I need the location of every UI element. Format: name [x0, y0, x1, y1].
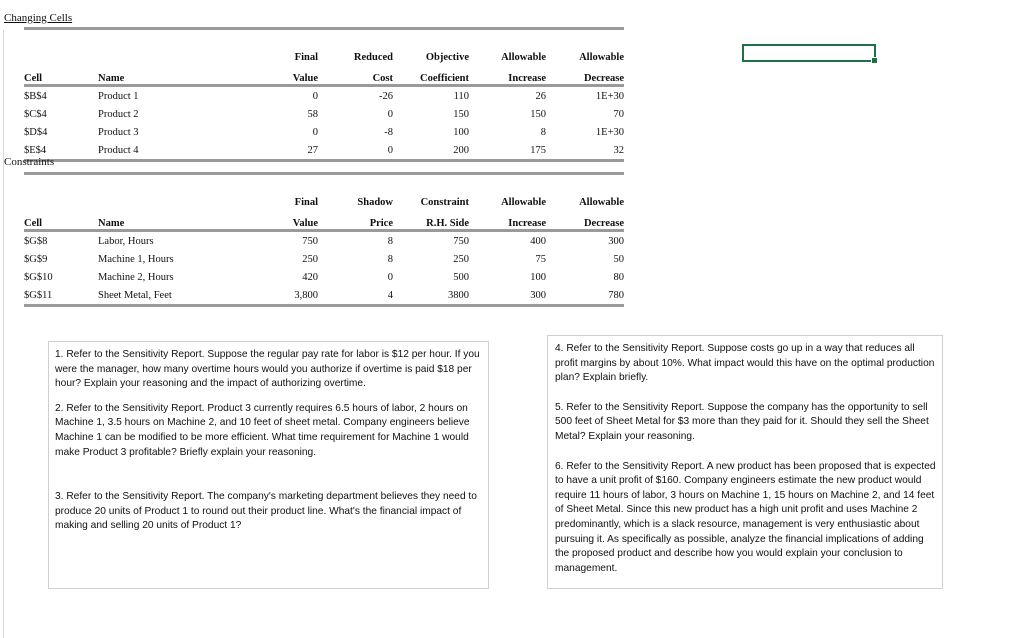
question-4: 4. Refer to the Sensitivity Report. Suppose costs go up in a way that reduces all profit margins by about 10%. What impact would this have on the optimal production plan? Explain briefly. — [555, 343, 935, 384]
header-increase: Increase — [469, 66, 546, 86]
final-value: 3,800 — [194, 286, 318, 306]
header-final: Final — [294, 51, 318, 63]
reduced-cost: -8 — [384, 126, 393, 138]
table-row — [24, 105, 624, 123]
cell-name: Labor, Hours — [98, 235, 154, 247]
changing-cells-title: Changing Cells — [4, 12, 73, 24]
constraint-rhs: 750 — [453, 235, 469, 247]
reduced-cost: 0 — [318, 141, 393, 161]
header-increase: Increase — [469, 211, 546, 231]
header-cost: Cost — [318, 66, 393, 86]
cell-name: Sheet Metal, Feet — [74, 286, 194, 306]
header-value: Value — [194, 66, 318, 86]
sheet-left-edge — [3, 30, 4, 638]
cell-ref: $E$4 — [24, 141, 74, 161]
allowable-decrease: 780 — [546, 286, 624, 306]
allowable-decrease: 50 — [613, 253, 624, 265]
constraints-title: Constraints — [4, 156, 55, 168]
constraint-rhs: 250 — [453, 253, 469, 265]
header-price: Price — [318, 211, 393, 231]
table-row — [24, 286, 624, 306]
header-rh-side: R.H. Side — [393, 211, 469, 231]
final-value: 750 — [302, 235, 318, 247]
allowable-increase: 300 — [469, 286, 546, 306]
allowable-increase: 75 — [535, 253, 546, 265]
header-name: Name — [74, 211, 194, 231]
objective-coefficient: 150 — [453, 108, 469, 120]
final-value: 250 — [302, 253, 318, 265]
cell-name: Machine 2, Hours — [98, 271, 174, 283]
fill-handle[interactable] — [871, 57, 878, 64]
allowable-increase: 26 — [535, 90, 546, 102]
cell-name: Machine 1, Hours — [98, 253, 174, 265]
question-2: 2. Refer to the Sensitivity Report. Product 3 currently requires 6.5 hours of labor, 2 hours on Machine 1, 3.5 hours on Machine 2, and 10 feet of sheet metal. Company engineers believe Machine 1 can be modified to be more efficient. What time requirement for Machine 1 would make Product 3 profitable? Briefly explain your reasoning. — [55, 402, 470, 458]
allowable-decrease: 80 — [613, 271, 624, 283]
cell-ref: $G$10 — [24, 271, 53, 283]
question-3: 3. Refer to the Sensitivity Report. The company's marketing department believes they need to produce 20 units of Product 1 to round out their product line. What's the financial impact of making and selling 20 units of Product 1? — [55, 491, 477, 532]
cell-ref: $G$11 — [24, 286, 74, 306]
shadow-price: 0 — [387, 271, 393, 283]
shadow-price: 8 — [387, 235, 393, 247]
header-decrease: Decrease — [546, 66, 624, 86]
table-row — [24, 141, 624, 161]
reduced-cost: -26 — [379, 90, 393, 102]
cell-name: Product 3 — [98, 126, 139, 138]
cell-ref: $B$4 — [24, 90, 47, 102]
questions-left-textbox[interactable] — [48, 341, 489, 589]
header-constraint: Constraint — [420, 196, 469, 208]
header-allowable: Allowable — [579, 51, 624, 63]
header-decrease: Decrease — [546, 211, 624, 231]
reduced-cost: 0 — [387, 108, 393, 120]
header-reduced: Reduced — [353, 51, 393, 63]
final-value: 27 — [194, 141, 318, 161]
cell-name: Product 2 — [98, 108, 139, 120]
header-cell: Cell — [24, 211, 74, 231]
allowable-decrease: 1E+30 — [595, 90, 624, 102]
header-coefficient: Coefficient — [393, 66, 469, 86]
constraint-rhs: 3800 — [393, 286, 469, 306]
cell-ref: $G$8 — [24, 235, 48, 247]
cell-ref: $C$4 — [24, 108, 47, 120]
selected-cell[interactable] — [742, 44, 876, 62]
allowable-decrease: 70 — [613, 108, 624, 120]
header-allowable: Allowable — [501, 51, 546, 63]
question-6: 6. Refer to the Sensitivity Report. A new product has been proposed that is expected to have a unit profit of $160. Company engineers estimate the new product would require 11 hours of labor, 3 hours on Machine 1, 15 hours on Machine 2, and 14 feet of Sheet Metal. Since this new product has a high unit profit and uses Machine 2 predominantly, which is a slack resource, management is very enthusiastic about pursuing it. As specifically as possible, analyze the financial implications of adding the proposed product and describe how you would explain your conclusion to management. — [555, 460, 936, 574]
allowable-increase: 400 — [530, 235, 546, 247]
cell-ref: $G$9 — [24, 253, 48, 265]
cell-name: Product 1 — [98, 90, 139, 102]
allowable-increase: 150 — [530, 108, 546, 120]
table-row — [24, 250, 624, 268]
table-row — [24, 123, 624, 141]
table-row — [24, 86, 624, 106]
final-value: 0 — [312, 126, 318, 138]
allowable-decrease: 32 — [546, 141, 624, 161]
final-value: 58 — [307, 108, 318, 120]
header-objective: Objective — [425, 51, 469, 63]
shadow-price: 8 — [387, 253, 393, 265]
header-cell: Cell — [24, 66, 74, 86]
constraints-table — [24, 172, 624, 307]
allowable-increase: 175 — [469, 141, 546, 161]
cell-ref: $D$4 — [24, 126, 48, 138]
question-1: 1. Refer to the Sensitivity Report. Suppose the regular pay rate for labor is $12 per hour. If you were the manager, how many overtime hours would you authorize if overtime is paid $18 per hour? Explain your reasoning and the impact of authorizing overtime. — [55, 349, 480, 390]
constraint-rhs: 500 — [453, 271, 469, 283]
final-value: 420 — [302, 271, 318, 283]
table-row — [24, 268, 624, 286]
shadow-price: 4 — [318, 286, 393, 306]
changing-cells-table — [24, 27, 624, 162]
question-5: 5. Refer to the Sensitivity Report. Suppose the company has the opportunity to sell 500 feet of Sheet Metal for $3 more than they paid for it. Should they sell the Sheet Metal? Explain your reasoning. — [555, 401, 929, 442]
header-allowable: Allowable — [579, 196, 624, 208]
allowable-decrease: 1E+30 — [595, 126, 624, 138]
objective-coefficient: 100 — [453, 126, 469, 138]
table-row — [24, 231, 624, 251]
header-name: Name — [74, 66, 194, 86]
header-allowable: Allowable — [501, 196, 546, 208]
header-final: Final — [294, 196, 318, 208]
objective-coefficient: 110 — [453, 90, 469, 102]
questions-right-textbox[interactable] — [547, 335, 943, 589]
header-shadow: Shadow — [357, 196, 393, 208]
allowable-increase: 100 — [530, 271, 546, 283]
allowable-increase: 8 — [540, 126, 546, 138]
allowable-decrease: 300 — [608, 235, 624, 247]
cell-name: Product 4 — [74, 141, 194, 161]
objective-coefficient: 200 — [393, 141, 469, 161]
final-value: 0 — [312, 90, 318, 102]
header-value: Value — [194, 211, 318, 231]
